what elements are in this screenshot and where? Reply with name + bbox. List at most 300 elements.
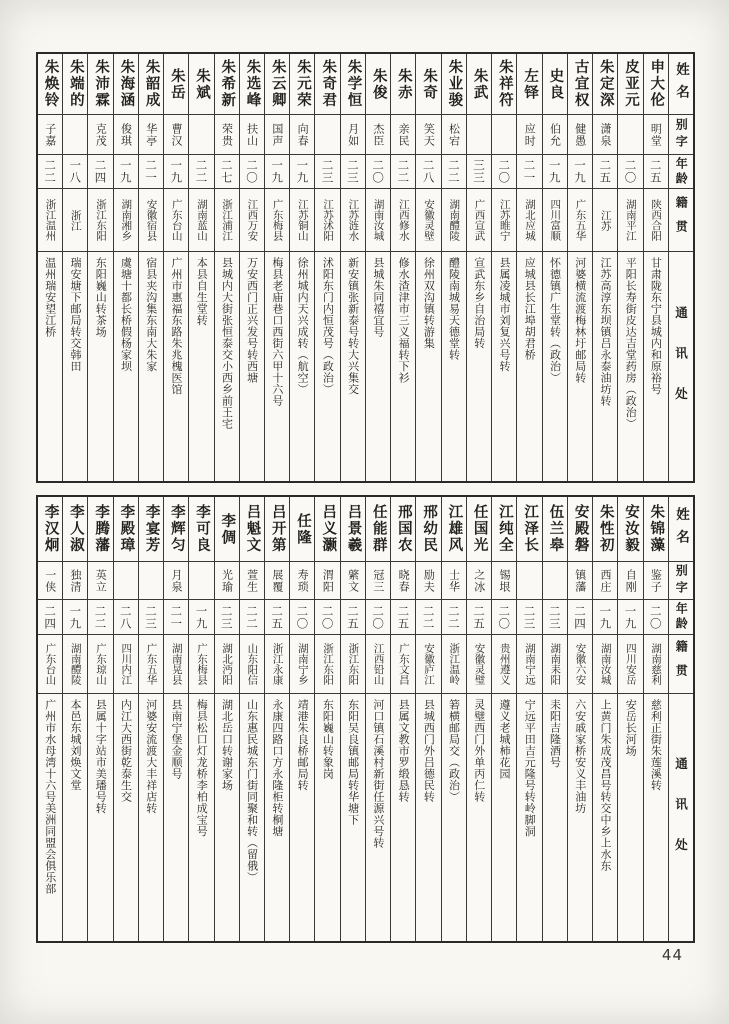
entry-origin: 江西铅山 bbox=[366, 635, 390, 694]
entry-zi: 士华 bbox=[442, 562, 466, 600]
entry-address: 新安镇张新泰号转大兴集交 bbox=[346, 257, 360, 395]
entry-age: 二〇 bbox=[492, 600, 516, 635]
entry-origin: 广东五华 bbox=[568, 189, 592, 252]
entry-age: 一九 bbox=[593, 600, 617, 635]
entry-name: 朱元荣 bbox=[290, 54, 314, 115]
entry-zi: 晓春 bbox=[391, 562, 415, 600]
entry-origin: 广东文昌 bbox=[391, 635, 415, 694]
entry-column bbox=[188, 54, 213, 481]
entry-age: 一九 bbox=[290, 155, 314, 189]
entry-address: 县属文教市罗缎恳转 bbox=[397, 699, 411, 803]
entry-origin: 安徽六安 bbox=[568, 635, 592, 694]
entry-address: 修水渣津市三义福转下衫 bbox=[397, 257, 411, 384]
entry-address: 河口镇石溪村新街任源兴号转 bbox=[371, 699, 385, 849]
entry-age: 一九 bbox=[543, 155, 567, 189]
entry-zi: 国声 bbox=[265, 115, 289, 155]
header-zi: 别字 bbox=[669, 115, 693, 155]
entry-address: 本邑东城刘焕文堂 bbox=[69, 699, 83, 791]
entry-column bbox=[138, 54, 163, 481]
entry-origin: 四川内江 bbox=[114, 635, 138, 694]
entry-column bbox=[365, 54, 390, 481]
entry-name: 朱岳 bbox=[164, 54, 188, 115]
entry-origin: 广西宣武 bbox=[467, 189, 491, 252]
entry-address: 宣武东乡自治局转 bbox=[472, 257, 486, 349]
entry-origin: 贵州遵义 bbox=[492, 635, 516, 694]
entry-address: 瑞安塘下邮局转交韩田 bbox=[69, 257, 83, 372]
entry-age: 二五 bbox=[265, 600, 289, 635]
entry-age: 二三 bbox=[341, 155, 365, 189]
entry-address: 虞塘十都长桥假杨家坝 bbox=[119, 257, 133, 372]
entry-origin: 江苏睢宁 bbox=[492, 189, 516, 252]
entry-name: 李腾藩 bbox=[88, 497, 112, 562]
entry-address: 河婆安流渡大丰祥店转 bbox=[144, 699, 158, 814]
entry-column bbox=[390, 497, 415, 941]
header-column bbox=[668, 497, 693, 941]
entry-address: 上黄门朱成茂昌号转交中乡上水东 bbox=[598, 699, 612, 872]
entry-name: 朱海涵 bbox=[114, 54, 138, 115]
entry-origin: 湖南蓝山 bbox=[189, 189, 213, 252]
entry-address: 江苏高淳东坝镇吕永泰油坊转 bbox=[598, 257, 612, 407]
entry-name: 任国光 bbox=[467, 497, 491, 562]
entry-zi: 萱生 bbox=[240, 562, 264, 600]
entry-age: 二〇 bbox=[644, 600, 668, 635]
entry-origin: 广东台山 bbox=[164, 189, 188, 252]
entry-origin: 安徽庐江 bbox=[416, 635, 440, 694]
entry-column bbox=[113, 497, 138, 941]
entry-name: 朱选峰 bbox=[240, 54, 264, 115]
entry-address: 县属十字站市美璠号转 bbox=[94, 699, 108, 814]
entry-name: 朱定深 bbox=[593, 54, 617, 115]
entry-zi bbox=[63, 115, 87, 155]
entry-column bbox=[643, 54, 668, 481]
entry-origin: 安徽宿县 bbox=[139, 189, 163, 252]
entry-name: 李倜 bbox=[215, 497, 239, 562]
entry-column bbox=[466, 497, 491, 941]
entry-name: 朱焕铃 bbox=[38, 54, 62, 115]
entry-zi: 自刚 bbox=[618, 562, 642, 600]
entry-age: 二五 bbox=[391, 600, 415, 635]
entry-name: 朱希新 bbox=[215, 54, 239, 115]
entry-column bbox=[365, 497, 390, 941]
entry-address: 怀德镇广生堂转（政治） bbox=[548, 257, 562, 384]
entry-name: 朱奇君 bbox=[315, 54, 339, 115]
entry-zi: 月泉 bbox=[164, 562, 188, 600]
entry-zi: 扶山 bbox=[240, 115, 264, 155]
entry-address: 应城县长江埠胡君桥 bbox=[523, 257, 537, 361]
entry-origin: 安徽灵壁 bbox=[416, 189, 440, 252]
entry-zi: 克茂 bbox=[88, 115, 112, 155]
entry-zi bbox=[189, 115, 213, 155]
entry-address: 本县自生堂转 bbox=[195, 257, 209, 326]
entry-name: 朱武 bbox=[467, 54, 491, 115]
entry-age: 二五 bbox=[593, 155, 617, 189]
entry-age: 三三 bbox=[467, 155, 491, 189]
entry-address: 河婆横流渡梅林圩邮局转 bbox=[573, 257, 587, 384]
entry-origin: 江西万安 bbox=[240, 189, 264, 252]
entry-address: 县属凌城市刘复兴号转 bbox=[498, 257, 512, 372]
entry-origin: 湖南宁乡 bbox=[290, 635, 314, 694]
entry-origin: 浙江东阳 bbox=[88, 189, 112, 252]
entry-zi: 曹汉 bbox=[164, 115, 188, 155]
entry-address: 甘肃陇东宁县城内和原裕号 bbox=[649, 257, 663, 395]
entry-zi bbox=[492, 115, 516, 155]
entry-age: 二一 bbox=[164, 600, 188, 635]
header-age: 年龄 bbox=[669, 600, 693, 635]
entry-column bbox=[289, 54, 314, 481]
entry-origin: 江苏涟水 bbox=[341, 189, 365, 252]
entry-name: 安殿磐 bbox=[568, 497, 592, 562]
entry-column bbox=[592, 54, 617, 481]
entry-name: 吕开第 bbox=[265, 497, 289, 562]
entry-name: 古宜权 bbox=[568, 54, 592, 115]
entry-address: 东阳吴良镇邮局转华塘下 bbox=[346, 699, 360, 826]
entry-zi bbox=[189, 562, 213, 600]
entry-name: 朱祥符 bbox=[492, 54, 516, 115]
header-name: 姓名 bbox=[669, 497, 693, 562]
entry-address: 山东惠民城东门街同聚和转（留俄） bbox=[245, 699, 259, 883]
entry-name: 朱锦藻 bbox=[644, 497, 668, 562]
entry-age: 二四 bbox=[568, 600, 592, 635]
entry-name: 朱业骏 bbox=[442, 54, 466, 115]
entry-address: 县城朱同禧宜号 bbox=[371, 257, 385, 338]
entry-column bbox=[214, 54, 239, 481]
entry-address: 安岳长河场 bbox=[624, 699, 638, 757]
entry-name: 安汝毅 bbox=[618, 497, 642, 562]
entry-column bbox=[188, 497, 213, 941]
entry-zi: 笑天 bbox=[416, 115, 440, 155]
entry-column bbox=[314, 497, 339, 941]
entry-address: 醴陵南城易天德堂转 bbox=[447, 257, 461, 361]
entry-zi: 子嘉 bbox=[38, 115, 62, 155]
entry-age: 二三 bbox=[215, 600, 239, 635]
entry-origin: 浙江温岭 bbox=[442, 635, 466, 694]
entry-origin: 湖南醴陵 bbox=[63, 635, 87, 694]
entry-age: 二〇 bbox=[290, 600, 314, 635]
entry-zi bbox=[114, 562, 138, 600]
entry-name: 朱俊 bbox=[366, 54, 390, 115]
entry-age: 二〇 bbox=[315, 600, 339, 635]
entry-age: 一九 bbox=[568, 155, 592, 189]
entry-address: 县城内大街张恒泰交小西乡前王宅 bbox=[220, 257, 234, 430]
entry-name: 江泽长 bbox=[517, 497, 541, 562]
header-origin: 籍贯 bbox=[669, 635, 693, 694]
entry-address: 沭阳东门内恒茂号（政治） bbox=[321, 257, 335, 395]
entry-column bbox=[87, 54, 112, 481]
entry-zi: 荣贵 bbox=[215, 115, 239, 155]
entry-address: 箬横邮局交（政治） bbox=[447, 699, 461, 803]
entry-origin: 浙江东阳 bbox=[315, 635, 339, 694]
entry-name: 任隆 bbox=[290, 497, 314, 562]
entry-name: 申大伦 bbox=[644, 54, 668, 115]
entry-zi: 展覆 bbox=[265, 562, 289, 600]
header-age: 年龄 bbox=[669, 155, 693, 189]
entry-column bbox=[289, 497, 314, 941]
entry-origin: 广东琼山 bbox=[88, 635, 112, 694]
entry-zi bbox=[517, 562, 541, 600]
entry-origin: 广东梅县 bbox=[265, 189, 289, 252]
entry-origin: 湖南宁远 bbox=[517, 635, 541, 694]
entry-name: 吕义灏 bbox=[315, 497, 339, 562]
entry-zi: 冠三 bbox=[366, 562, 390, 600]
entry-age: 二〇 bbox=[492, 155, 516, 189]
entry-age: 一九 bbox=[114, 155, 138, 189]
entry-address: 广州市水母湾十六号美洲同盟会俱乐部 bbox=[43, 699, 57, 895]
entry-age: 二二 bbox=[38, 155, 62, 189]
entry-origin: 浙江温州 bbox=[38, 189, 62, 252]
entry-name: 朱斌 bbox=[189, 54, 213, 115]
entry-column bbox=[441, 497, 466, 941]
directory-table-top bbox=[36, 52, 695, 483]
entry-origin: 山东阳信 bbox=[240, 635, 264, 694]
entry-column bbox=[340, 497, 365, 941]
entry-name: 朱赤 bbox=[391, 54, 415, 115]
entry-name: 朱学恒 bbox=[341, 54, 365, 115]
entry-column bbox=[113, 54, 138, 481]
entry-age: 二二 bbox=[416, 600, 440, 635]
entry-address: 温州瑞安望江桥 bbox=[43, 257, 57, 338]
entry-origin: 湖北应城 bbox=[517, 189, 541, 252]
entry-address: 宿县夹沟集东南大朱家 bbox=[144, 257, 158, 372]
entry-origin: 湖北沔阳 bbox=[215, 635, 239, 694]
entry-age: 二一 bbox=[517, 155, 541, 189]
entry-zi bbox=[139, 562, 163, 600]
entry-column bbox=[239, 54, 264, 481]
entry-origin: 四川安岳 bbox=[618, 635, 642, 694]
entry-column bbox=[138, 497, 163, 941]
entry-name: 吕魁文 bbox=[240, 497, 264, 562]
entry-name: 左铎 bbox=[517, 54, 541, 115]
entry-address: 梅县松口灯龙桥李柏成宝号 bbox=[195, 699, 209, 837]
entry-zi bbox=[467, 115, 491, 155]
entry-column bbox=[163, 497, 188, 941]
entry-age: 二五 bbox=[467, 600, 491, 635]
entry-name: 邢幼民 bbox=[416, 497, 440, 562]
header-address: 通讯处 bbox=[673, 305, 689, 428]
entry-name: 李可良 bbox=[189, 497, 213, 562]
entry-age: 二三 bbox=[543, 600, 567, 635]
entry-origin: 浙江永康 bbox=[265, 635, 289, 694]
entry-age: 一九 bbox=[189, 600, 213, 635]
entry-column bbox=[516, 497, 541, 941]
entry-address: 平阳长寿街皮达吉堂药房（政治） bbox=[624, 257, 638, 430]
entry-zi: 明堂 bbox=[644, 115, 668, 155]
entry-age: 二八 bbox=[416, 155, 440, 189]
entry-age: 二三 bbox=[517, 600, 541, 635]
entry-origin: 湖南醴陵 bbox=[442, 189, 466, 252]
entry-column bbox=[491, 54, 516, 481]
entry-zi: 俊琪 bbox=[114, 115, 138, 155]
directory-table-bottom bbox=[36, 495, 695, 943]
entry-column bbox=[516, 54, 541, 481]
entry-zi: 励夫 bbox=[416, 562, 440, 600]
entry-column bbox=[340, 54, 365, 481]
entry-name: 朱云卿 bbox=[265, 54, 289, 115]
entry-name: 江纯全 bbox=[492, 497, 516, 562]
entry-column bbox=[567, 497, 592, 941]
entry-origin: 江苏 bbox=[593, 189, 617, 252]
entry-address: 湖北岳口转谢家场 bbox=[220, 699, 234, 791]
entry-age: 二二 bbox=[442, 600, 466, 635]
entry-origin: 湖南汝城 bbox=[593, 635, 617, 694]
entry-zi: 潇泉 bbox=[593, 115, 617, 155]
entry-name: 朱沛霖 bbox=[88, 54, 112, 115]
entry-name: 皮亚元 bbox=[618, 54, 642, 115]
entry-address: 万安西门正兴发号转西塘 bbox=[245, 257, 259, 384]
entry-zi: 綮文 bbox=[341, 562, 365, 600]
entry-column bbox=[264, 497, 289, 941]
entry-age: 一八 bbox=[63, 155, 87, 189]
entry-origin: 江苏铜山 bbox=[290, 189, 314, 252]
entry-age: 二八 bbox=[114, 600, 138, 635]
entry-column bbox=[542, 497, 567, 941]
entry-origin: 安徽灵璧 bbox=[467, 635, 491, 694]
entry-name: 朱端的 bbox=[63, 54, 87, 115]
entry-age: 二二 bbox=[189, 155, 213, 189]
entry-address: 内江大西街乾泰生交 bbox=[119, 699, 133, 803]
entry-name: 李汉炯 bbox=[38, 497, 62, 562]
entry-age: 二四 bbox=[38, 600, 62, 635]
entry-origin: 浙江 bbox=[63, 189, 87, 252]
entry-zi: 杰臣 bbox=[366, 115, 390, 155]
header-address: 通讯处 bbox=[673, 756, 689, 879]
entry-age: 二〇 bbox=[366, 600, 390, 635]
entry-name: 朱奇 bbox=[416, 54, 440, 115]
entry-age: 一九 bbox=[265, 155, 289, 189]
entry-column bbox=[62, 54, 87, 481]
entry-zi bbox=[315, 115, 339, 155]
entry-address: 东阳巍山转茶场 bbox=[94, 257, 108, 338]
entry-origin: 湖南汝城 bbox=[366, 189, 390, 252]
entry-zi: 向春 bbox=[290, 115, 314, 155]
entry-age: 二〇 bbox=[618, 155, 642, 189]
entry-name: 邢国农 bbox=[391, 497, 415, 562]
entry-zi: 光瑜 bbox=[215, 562, 239, 600]
entry-address: 耒阳吉隆酒号 bbox=[548, 699, 562, 768]
entry-name: 史良 bbox=[543, 54, 567, 115]
entry-age: 二五 bbox=[644, 155, 668, 189]
entry-age: 二〇 bbox=[240, 155, 264, 189]
entry-zi: 华亭 bbox=[139, 115, 163, 155]
entry-age: 一九 bbox=[164, 155, 188, 189]
entry-origin: 广东台山 bbox=[38, 635, 62, 694]
entry-origin: 广东梅县 bbox=[189, 635, 213, 694]
entry-name: 朱韶成 bbox=[139, 54, 163, 115]
entry-column bbox=[542, 54, 567, 481]
entry-address: 县南宁堡金顺号 bbox=[169, 699, 183, 780]
entry-address: 遵义老城柿花园 bbox=[498, 699, 512, 780]
entry-address: 广州市惠福东路朱兆槐医馆 bbox=[169, 257, 183, 395]
header-column bbox=[668, 54, 693, 481]
entry-origin: 浙江浦江 bbox=[215, 189, 239, 252]
entry-name: 伍兰皋 bbox=[543, 497, 567, 562]
header-origin: 籍贯 bbox=[669, 189, 693, 252]
page-number: 44 bbox=[661, 946, 683, 964]
entry-column bbox=[491, 497, 516, 941]
entry-zi: 鉴子 bbox=[644, 562, 668, 600]
entry-zi: 一侠 bbox=[38, 562, 62, 600]
entry-column bbox=[466, 54, 491, 481]
entry-origin: 湖南耒阳 bbox=[543, 635, 567, 694]
entry-origin: 四川富顺 bbox=[543, 189, 567, 252]
entry-column bbox=[415, 54, 440, 481]
entry-zi bbox=[618, 115, 642, 155]
entry-column bbox=[87, 497, 112, 941]
entry-zi: 寿琐 bbox=[290, 562, 314, 600]
entry-age: 二七 bbox=[215, 155, 239, 189]
entry-age: 二一 bbox=[139, 155, 163, 189]
entry-address: 徐州双沟镇转游集 bbox=[422, 257, 436, 349]
entry-zi: 松宕 bbox=[442, 115, 466, 155]
header-name: 姓名 bbox=[669, 54, 693, 115]
entry-column bbox=[617, 54, 642, 481]
entry-column bbox=[617, 497, 642, 941]
entry-age: 一九 bbox=[63, 600, 87, 635]
entry-age: 二〇 bbox=[366, 155, 390, 189]
entry-zi: 独清 bbox=[63, 562, 87, 600]
entry-column bbox=[390, 54, 415, 481]
entry-name: 朱性初 bbox=[593, 497, 617, 562]
entry-column bbox=[239, 497, 264, 941]
entry-origin: 陕西合阳 bbox=[644, 189, 668, 252]
entry-origin: 湖南平江 bbox=[618, 189, 642, 252]
entry-origin: 江西修水 bbox=[391, 189, 415, 252]
entry-column bbox=[214, 497, 239, 941]
entry-age: 二三 bbox=[139, 600, 163, 635]
entry-name: 李人淑 bbox=[63, 497, 87, 562]
entry-address: 宁远平田吉元隆号转岭脚洞 bbox=[523, 699, 537, 837]
entry-column bbox=[163, 54, 188, 481]
entry-zi bbox=[543, 562, 567, 600]
entry-zi: 渭阳 bbox=[315, 562, 339, 600]
entry-zi: 镇藩 bbox=[568, 562, 592, 600]
entry-column bbox=[314, 54, 339, 481]
entry-column bbox=[441, 54, 466, 481]
entry-origin: 湖南湘乡 bbox=[114, 189, 138, 252]
entry-age: 一九 bbox=[618, 600, 642, 635]
entry-age: 二二 bbox=[88, 600, 112, 635]
header-zi: 别字 bbox=[669, 562, 693, 600]
entry-zi: 健愚 bbox=[568, 115, 592, 155]
entry-origin: 浙江东阳 bbox=[341, 635, 365, 694]
entry-address: 灵璧西门外单丙仁转 bbox=[472, 699, 486, 803]
entry-name: 任能群 bbox=[366, 497, 390, 562]
entry-address: 靖港朱良桥邮局转 bbox=[296, 699, 310, 791]
entry-name: 李殿璋 bbox=[114, 497, 138, 562]
entry-zi: 月如 bbox=[341, 115, 365, 155]
entry-address: 梅县老庙巷口西街六甲十六号 bbox=[270, 257, 284, 407]
entry-address: 慈利正街朱莲溪转 bbox=[649, 699, 663, 791]
entry-column bbox=[592, 497, 617, 941]
entry-zi: 锡垠 bbox=[492, 562, 516, 600]
entry-name: 江雄风 bbox=[442, 497, 466, 562]
entry-name: 吕景羲 bbox=[341, 497, 365, 562]
entry-zi: 伯允 bbox=[543, 115, 567, 155]
entry-age: 二二 bbox=[391, 155, 415, 189]
entry-column bbox=[38, 54, 62, 481]
entry-zi: 英立 bbox=[88, 562, 112, 600]
entry-column bbox=[264, 54, 289, 481]
entry-zi: 之冰 bbox=[467, 562, 491, 600]
entry-column bbox=[415, 497, 440, 941]
entry-address: 县城西门外吕德民转 bbox=[422, 699, 436, 803]
entry-age: 二四 bbox=[88, 155, 112, 189]
entry-name: 李辉匀 bbox=[164, 497, 188, 562]
entry-origin: 江苏沭阳 bbox=[315, 189, 339, 252]
entry-name: 李宴芳 bbox=[139, 497, 163, 562]
entry-address: 六安戚家桥安义丰油坊 bbox=[573, 699, 587, 814]
entry-origin: 湖南慈利 bbox=[644, 635, 668, 694]
entry-age: 二二 bbox=[442, 155, 466, 189]
